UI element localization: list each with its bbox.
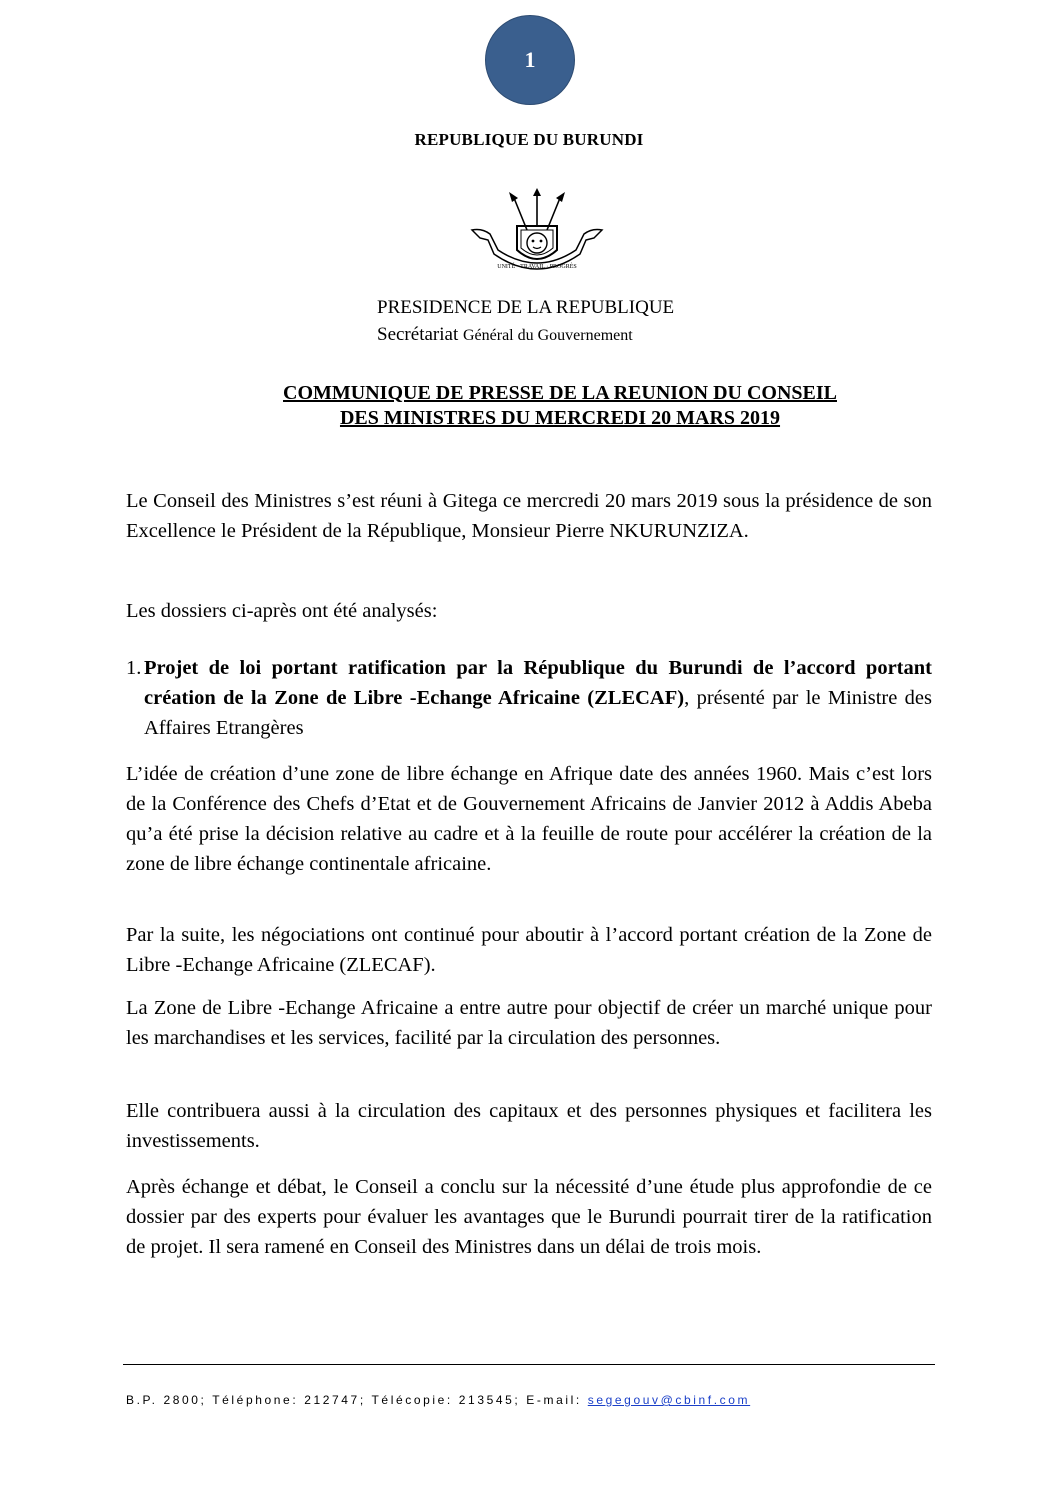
paragraph-objective: La Zone de Libre -Echange Africaine a entre autre pour objectif de créer un marché unique pour les marchandises et les services, facilité par la circulation des personnes. <box>126 997 932 1049</box>
footer-contact-text: B.P. 2800; Téléphone: 212747; Télécopie: 213545; E-mail: <box>126 1393 588 1407</box>
dossiers-intro: Les dossiers ci-après ont été analysés: <box>126 600 438 622</box>
burundi-coat-of-arms-icon <box>462 188 612 288</box>
agenda-item-number: 1. <box>126 657 142 679</box>
secretariat-word: Secrétariat <box>377 324 463 345</box>
paragraph-history: L’idée de création d’une zone de libre échange en Afrique date des années 1960. Mais c’est lors de la Conférence des Chefs d’Etat et de Gouvernement Africains de Janvier 2012 à Addis Abeba qu’a été prise la décision relative au cadre et à la feuille de route pour accélérer la création de la zone de libre échange continentale africaine. <box>126 763 932 875</box>
title-line-2: DES MINISTRES DU MERCREDI 20 MARS 2019 <box>339 407 781 429</box>
agenda-item-1 <box>126 653 932 743</box>
secretariat-rest: Général du Gouvernement <box>462 327 633 344</box>
press-release-title <box>0 381 1058 431</box>
footer-contact <box>126 1393 750 1407</box>
secretariat-heading <box>377 324 633 346</box>
agenda-item-presenter: , présenté par le Ministre des Affaires Etrangères <box>144 687 932 739</box>
intro-paragraph: Le Conseil des Ministres s’est réuni à Gitega ce mercredi 20 mars 2019 sous la présidence de son Excellence le Président de la République, Monsieur Pierre NKURUNZIZA. <box>126 490 932 542</box>
paragraph-capital: Elle contribuera aussi à la circulation des capitaux et des personnes physiques et facilitera les investissements. <box>126 1100 932 1152</box>
page-number: 1 <box>524 47 536 72</box>
paragraph-negotiations: Par la suite, les négociations ont continué pour aboutir à l’accord portant création de la Zone de Libre -Echange Africaine (ZLECAF). <box>126 924 932 976</box>
page-number-badge <box>485 15 575 105</box>
footer-email-link[interactable]: segegouv@cbinf.com <box>587 1393 751 1407</box>
paragraph-conclusion: Après échange et débat, le Conseil a conclu sur la nécessité d’une étude plus approfondie de ce dossier par des experts pour évaluer les avantages que le Burundi pourrait tirer de la ratification de projet. Il sera ramené en Conseil des Ministres dans un délai de trois mois. <box>126 1176 932 1258</box>
emblem-motto: UNITÉ · TRAVAIL · PROGRÈS <box>497 264 577 270</box>
republic-heading: REPUBLIQUE DU BURUNDI <box>414 130 644 149</box>
title-line-1: COMMUNIQUE DE PRESSE DE LA REUNION DU CONSEIL <box>283 382 837 404</box>
presidence-heading: PRESIDENCE DE LA REPUBLIQUE <box>377 297 675 318</box>
agenda-item-title: Projet de loi portant ratification par la République du Burundi de l’accord portant création de la Zone de Libre -Echange Africaine (ZLECAF) <box>144 657 932 709</box>
footer-divider <box>123 1364 935 1365</box>
